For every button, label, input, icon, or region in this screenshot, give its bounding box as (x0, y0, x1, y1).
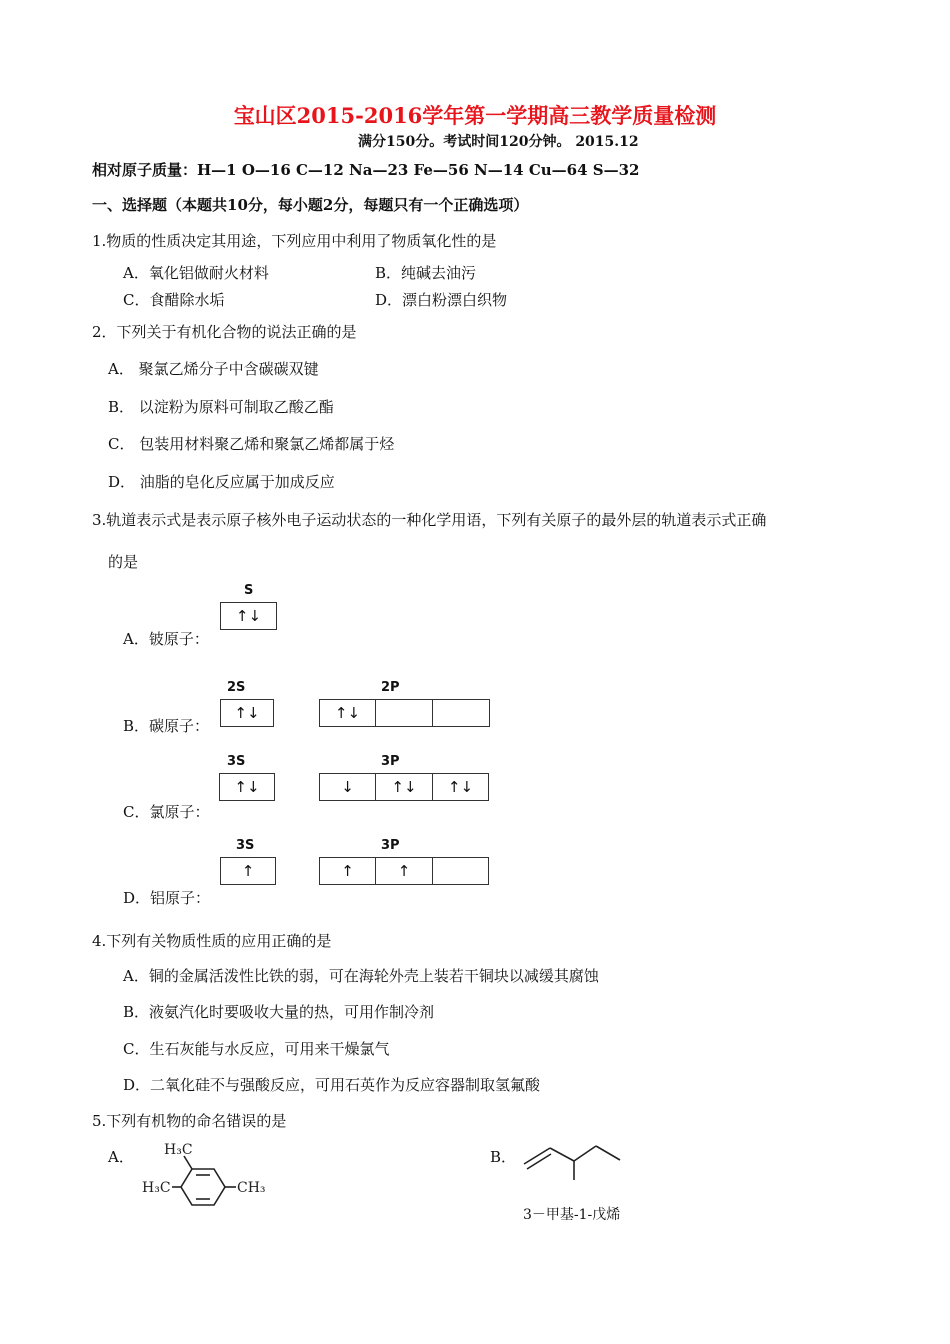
exam-title: 宝山区2015-2016学年第一学期高三教学质量检测 (233, 103, 717, 128)
q5-option-b-label: B． (490, 1148, 517, 1166)
orbital-cell: ↑ (375, 858, 432, 884)
orbital-cell (375, 700, 432, 726)
q3b-p-label: 2P (381, 680, 400, 695)
q1-option-b: B．纯碱去油污 (375, 264, 477, 282)
q3-option-a: A．铍原子： (123, 630, 209, 648)
orbital-cell: ↑↓ (234, 704, 260, 722)
q3b-p-orbital (319, 699, 490, 727)
q1-option-d: D．漂白粉漂白织物 (375, 291, 508, 309)
orbital-cell: ↑↓ (432, 774, 488, 800)
q2-option-b: B． 以淀粉为原料可制取乙酸乙酯 (108, 398, 334, 416)
q2-option-d: D． 油脂的皂化反应属于加成反应 (108, 473, 335, 491)
q3b-s-orbital (220, 699, 274, 727)
q3a-s-orbital (220, 602, 277, 630)
q3d-p-orbital (319, 857, 489, 885)
orbital-cell: ↑↓ (334, 704, 361, 722)
q5a-structure (138, 1136, 318, 1216)
q4-option-b: B．液氨汽化时要吸收大量的热，可用作制冷剂 (123, 1003, 435, 1021)
exam-subtitle: 满分150分。考试时间120分钟。 2015.12 (358, 134, 639, 150)
q3d-s-orbital (220, 857, 276, 885)
orbital-cell: ↑ (241, 862, 255, 880)
q2-option-c: C． 包装用材料聚乙烯和聚氯乙烯都属于烃 (108, 435, 395, 453)
q1-option-a: A．氧化铝做耐火材料 (123, 264, 269, 282)
q3c-s-label: 3S (227, 754, 246, 769)
q5b-name: 3－甲基-1-戊烯 (523, 1207, 621, 1223)
q3c-p-label: 3P (381, 754, 400, 769)
section-heading: 一、选择题（本题共10分，每小题2分，每题只有一个正确选项） (92, 196, 529, 214)
atomic-mass-line: 相对原子质量：H—1 O—16 C—12 Na—23 Fe—56 N—14 Cu—64 S—32 (92, 161, 640, 179)
q3-option-c: C．氯原子： (123, 803, 210, 821)
q3-option-b: B．碳原子： (123, 717, 210, 735)
q4-stem: 4.下列有关物质性质的应用正确的是 (92, 932, 332, 950)
q5a-right-methyl: CH₃ (237, 1180, 266, 1196)
q3-option-d: D．铝原子： (123, 889, 211, 907)
q3c-s-orbital (219, 773, 275, 801)
q4-option-c: C．生石灰能与水反应，可用来干燥氯气 (123, 1040, 390, 1058)
q2-stem: 2．下列关于有机化合物的说法正确的是 (92, 323, 357, 341)
orbital-cell: ↑↓ (235, 607, 262, 625)
q1-stem: 1.物质的性质决定其用途，下列应用中利用了物质氧化性的是 (92, 232, 497, 250)
q3d-s-label: 3S (236, 838, 255, 853)
q5a-top-methyl: H₃C (164, 1142, 193, 1158)
orbital-cell: ↑ (341, 862, 354, 880)
q3a-s-label: S (244, 583, 254, 598)
q3-stem: 3.轨道表示式是表示原子核外电子运动状态的一种化学用语，下列有关原子的最外层的轨道表示式正确 (92, 511, 767, 529)
q3-stem-cont: 的是 (108, 553, 139, 571)
q5b-structure (520, 1134, 630, 1184)
q4-option-a: A．铜的金属活泼性比铁的弱，可在海轮外壳上装若干铜块以减缓其腐蚀 (123, 967, 599, 985)
q3d-p-label: 3P (381, 838, 400, 853)
orbital-cell: ↑↓ (234, 778, 260, 796)
orbital-cell (432, 858, 488, 884)
q3c-p-orbital (319, 773, 489, 801)
q5-option-a-label: A． (108, 1148, 134, 1166)
q1-option-c: C．食醋除水垢 (123, 291, 225, 309)
orbital-cell (432, 700, 489, 726)
q2-option-a: A． 聚氯乙烯分子中含碳碳双键 (108, 360, 319, 378)
q5a-left-methyl: H₃C (142, 1180, 171, 1196)
orbital-cell: ↓ (341, 778, 354, 796)
q5-stem: 5.下列有机物的命名错误的是 (92, 1112, 287, 1130)
orbital-cell: ↑↓ (375, 774, 432, 800)
q4-option-d: D．二氧化硅不与强酸反应，可用石英作为反应容器制取氢氟酸 (123, 1076, 541, 1094)
q3b-s-label: 2S (227, 680, 246, 695)
